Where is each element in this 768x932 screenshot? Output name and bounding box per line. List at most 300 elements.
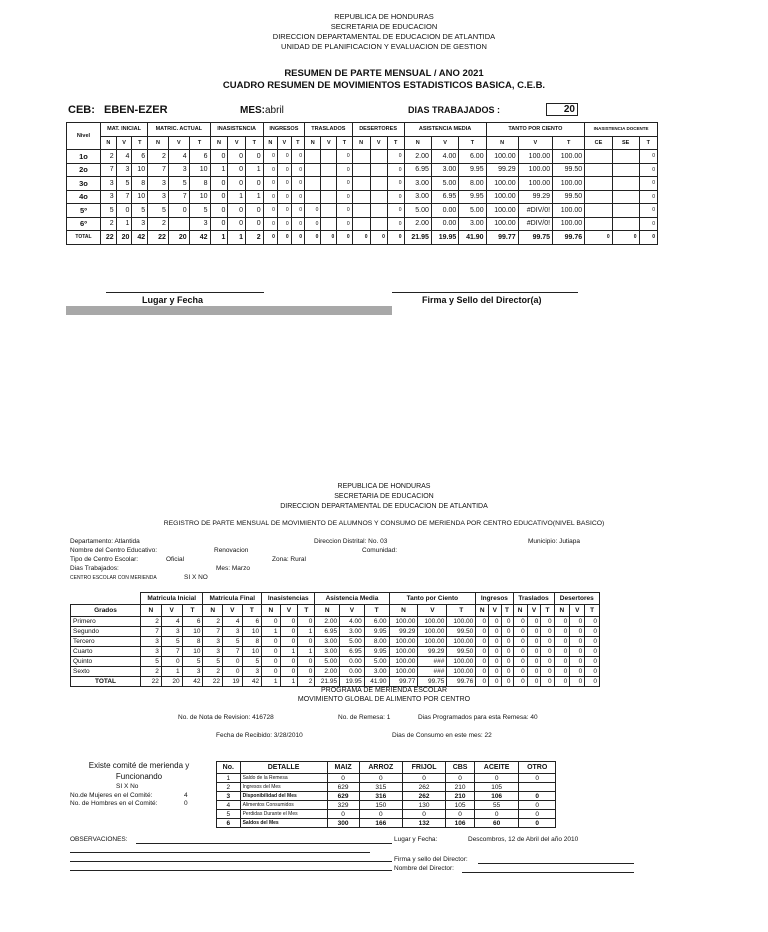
table-cell: 0	[513, 657, 527, 667]
dias-value[interactable]: 20	[546, 103, 578, 116]
table-cell: 100.00	[553, 204, 585, 218]
table-cell: 22	[101, 231, 117, 245]
table-cell: 3	[168, 163, 189, 177]
table-cell: 5.00	[364, 657, 389, 667]
group-header: Matricula Final	[203, 593, 262, 605]
subheader-cell: V	[527, 605, 541, 617]
table-cell: 100.00	[486, 150, 518, 164]
table-cell: 2	[203, 617, 223, 627]
food-cell: 130	[402, 801, 445, 810]
table-row	[67, 163, 658, 177]
table-cell: 0	[280, 617, 298, 627]
table-cell: 0	[337, 204, 352, 218]
table-cell	[612, 217, 639, 231]
top-header	[0, 12, 768, 52]
table-cell: 0	[489, 627, 501, 637]
table-cell: 7	[101, 163, 117, 177]
table-cell: 1	[161, 667, 182, 677]
table-cell: 0	[513, 627, 527, 637]
nivel-header: Nivel	[67, 123, 101, 150]
table-cell: 0	[387, 217, 404, 231]
table-cell: 1	[298, 627, 315, 637]
table-cell: 3	[182, 667, 203, 677]
hombres-value: 0	[184, 800, 188, 807]
food-cell: 0	[402, 774, 445, 783]
table-cell: 100.00	[518, 177, 552, 191]
table-cell: 0	[263, 150, 277, 164]
table-cell: 42	[132, 231, 148, 245]
table-cell	[321, 177, 337, 191]
table-cell: 10	[132, 190, 148, 204]
food-cell: 0	[359, 774, 402, 783]
table-cell: 0	[291, 190, 304, 204]
table-cell: 0	[513, 637, 527, 647]
table-cell: 2.00	[404, 150, 431, 164]
table-cell: 99.75	[518, 231, 552, 245]
table-cell: 0	[246, 204, 264, 218]
food-header: DETALLE	[240, 762, 327, 774]
table-cell: 1	[116, 217, 132, 231]
table-cell: 0	[489, 677, 501, 687]
table-cell: 0	[554, 667, 570, 677]
food-cell: 300	[327, 819, 359, 828]
table-cell: 0	[489, 647, 501, 657]
table-cell: 0	[277, 204, 291, 218]
food-cell: 6	[217, 819, 241, 828]
table-cell: 2	[148, 217, 169, 231]
table-cell: 1	[298, 647, 315, 657]
group-header: ASISTENCIA MEDIA	[404, 123, 486, 137]
tipo-centro-value: Oficial	[166, 556, 185, 563]
observaciones-line[interactable]	[136, 843, 392, 844]
table-cell: 0	[280, 627, 298, 637]
subheader-cell: V	[116, 136, 132, 150]
table-cell: 1	[280, 677, 298, 687]
mes-field	[240, 105, 284, 116]
table-cell: 2	[141, 617, 162, 627]
subheader-cell: V	[228, 136, 246, 150]
table-cell: 99.29	[418, 647, 447, 657]
table-cell: 0	[246, 150, 264, 164]
observaciones-line[interactable]	[70, 852, 370, 853]
table-cell: 0	[246, 177, 264, 191]
direccion-distrital: Direccion Distrital: No. 03	[314, 538, 388, 545]
table-cell: 0	[337, 217, 352, 231]
subheader-cell: V	[280, 605, 298, 617]
table-cell: 0	[263, 177, 277, 191]
table-cell: 0	[263, 231, 277, 245]
nombre-director-line[interactable]	[462, 872, 634, 873]
nivel-cell: 1o	[67, 150, 101, 164]
table-cell	[370, 204, 387, 218]
food-cell	[519, 783, 556, 792]
observaciones-line[interactable]	[70, 861, 392, 862]
table-cell: 0	[387, 204, 404, 218]
table-cell: 0	[527, 637, 541, 647]
table-cell: 1	[210, 163, 228, 177]
subheader-cell: T	[447, 605, 476, 617]
table-cell	[352, 150, 370, 164]
observaciones-line[interactable]	[70, 870, 392, 871]
food-cell: 0	[519, 774, 556, 783]
table-cell: 0	[554, 627, 570, 637]
table-cell: 5	[182, 657, 203, 667]
table-cell: 0	[291, 163, 304, 177]
table-cell: 0	[527, 657, 541, 667]
food-cell: 629	[327, 783, 359, 792]
header-line: SECRETARIA DE EDUCACION	[334, 493, 434, 500]
table-cell: 9.95	[364, 647, 389, 657]
lugar-fecha-value: Descombros, 12 de Abril del año 2010	[468, 836, 579, 843]
table-cell: 0	[541, 657, 554, 667]
table-cell: 100.00	[418, 627, 447, 637]
table-cell: 0	[570, 667, 585, 677]
table-cell: 3.00	[404, 177, 431, 191]
subheader-cell: CE	[585, 136, 613, 150]
nombre-centro-value: Renovacion	[214, 547, 249, 554]
subheader-cell: N	[203, 605, 223, 617]
total-row	[67, 231, 658, 245]
table-cell	[305, 150, 321, 164]
group-header: INASISTENCIA DOCENTE	[585, 123, 658, 137]
table-cell: 5	[101, 204, 117, 218]
table-cell: 0	[262, 667, 280, 677]
group-header: Tanto por Ciento	[389, 593, 476, 605]
header-line: SECRETARIA DE EDUCACION	[330, 22, 438, 31]
table-cell	[612, 204, 639, 218]
table-cell: 100.00	[518, 163, 552, 177]
table-row	[67, 177, 658, 191]
mujeres-label: No.de Mujeres en el Comité:	[70, 792, 153, 799]
table-cell: 19.95	[340, 677, 365, 687]
table-cell: 3.00	[431, 163, 458, 177]
header-row	[67, 123, 658, 137]
table-cell: 7	[116, 190, 132, 204]
table-cell: 0	[541, 617, 554, 627]
table-cell: 6.95	[404, 163, 431, 177]
table-cell: 100.00	[389, 647, 418, 657]
table-cell: 1	[280, 647, 298, 657]
table-cell: 0	[210, 190, 228, 204]
table-cell: 0	[291, 231, 304, 245]
table-cell: 0	[554, 657, 570, 667]
table-cell	[612, 190, 639, 204]
hombres-label: No. de Hombres en el Comité:	[70, 800, 158, 807]
subheader-cell: V	[321, 136, 337, 150]
subheader-cell: T	[541, 605, 554, 617]
nota-revision: No. de Nota de Revision: 416728	[178, 714, 274, 721]
table-cell: 1	[210, 231, 228, 245]
group-header: Desertores	[554, 593, 599, 605]
table-cell	[585, 177, 613, 191]
table-cell	[370, 190, 387, 204]
tipo-centro-label: Tipo de Centro Escolar:	[70, 556, 139, 563]
table-cell: 5	[132, 204, 148, 218]
table-cell: 0	[489, 637, 501, 647]
subheader-cell: N	[389, 605, 418, 617]
subheader-cell: N	[476, 605, 489, 617]
table-cell: 0	[489, 657, 501, 667]
subheader-cell: T	[364, 605, 389, 617]
table-cell: 0	[639, 150, 657, 164]
mes-value: abril	[265, 105, 284, 116]
table-cell: 3	[161, 627, 182, 637]
table-cell: 19	[223, 677, 243, 687]
table-cell: 0	[291, 204, 304, 218]
table-cell: 0	[501, 617, 513, 627]
group-header: INGRESOS	[263, 123, 304, 137]
header-row	[71, 593, 600, 605]
table-cell	[612, 150, 639, 164]
table-row	[67, 150, 658, 164]
table-cell: 0	[277, 231, 291, 245]
nivel-cell: TOTAL	[67, 231, 101, 245]
subheader-cell: T	[501, 605, 513, 617]
table-cell: 0	[387, 190, 404, 204]
lugar-label: Lugar y Fecha	[142, 295, 204, 305]
table-cell: 0	[337, 190, 352, 204]
subheader-cell: V	[418, 605, 447, 617]
table-cell: ###	[418, 667, 447, 677]
subheader-cell: N	[513, 605, 527, 617]
table-cell: 0	[337, 150, 352, 164]
table-cell: 0	[210, 217, 228, 231]
group-header: TRASLADOS	[305, 123, 353, 137]
table-cell: 3.00	[315, 637, 340, 647]
table-cell: 5	[141, 657, 162, 667]
food-header: ARROZ	[359, 762, 402, 774]
food-cell: 106	[446, 819, 475, 828]
table-cell: 0	[277, 150, 291, 164]
table-cell: 0	[223, 657, 243, 667]
table-cell: 0	[210, 177, 228, 191]
food-cell: 2	[217, 783, 241, 792]
table-cell	[305, 177, 321, 191]
table-cell: 0	[541, 627, 554, 637]
table-cell: 100.00	[389, 657, 418, 667]
table-cell: 0	[280, 637, 298, 647]
table-cell: 0	[305, 217, 321, 231]
food-cell: 166	[359, 819, 402, 828]
table-cell: 5	[203, 657, 223, 667]
table-cell: 21.95	[315, 677, 340, 687]
table-cell: 7	[223, 647, 243, 657]
table-cell: 6.95	[315, 627, 340, 637]
table-cell: 0	[476, 637, 489, 647]
subheader-cell: V	[570, 605, 585, 617]
table-cell	[612, 177, 639, 191]
table-cell: 2	[148, 150, 169, 164]
subheader-cell: N	[305, 136, 321, 150]
table-cell: 3.00	[315, 647, 340, 657]
table-cell	[352, 177, 370, 191]
table-cell: 0	[501, 657, 513, 667]
subheader-cell: N	[101, 136, 117, 150]
food-cell: 315	[359, 783, 402, 792]
table-cell: 0	[277, 217, 291, 231]
group-header: Inasistencias	[262, 593, 315, 605]
table-cell: 6	[242, 617, 262, 627]
food-header: MAIZ	[327, 762, 359, 774]
table-cell: 0	[513, 667, 527, 677]
table-cell: 100.00	[518, 150, 552, 164]
table-cell: 0	[527, 647, 541, 657]
table-row	[217, 819, 556, 828]
group-header: Ingresos	[476, 593, 513, 605]
table-row	[67, 204, 658, 218]
food-cell: 629	[327, 792, 359, 801]
table-cell: 9.95	[459, 190, 486, 204]
table-cell: 8	[242, 637, 262, 647]
dias-trabajados: Dias Trabajados:	[70, 565, 119, 572]
table-cell: 99.50	[447, 647, 476, 657]
food-cell: 0	[402, 810, 445, 819]
nivel-cell: 4o	[67, 190, 101, 204]
table-cell: 0	[527, 667, 541, 677]
table-cell: 0	[291, 177, 304, 191]
subheader-cell: N	[210, 136, 228, 150]
table-cell: 3.00	[404, 190, 431, 204]
table-cell: 10	[182, 627, 203, 637]
table-cell: 0	[246, 217, 264, 231]
subheader-cell: T	[189, 136, 210, 150]
table-cell	[321, 217, 337, 231]
table-cell: 20	[161, 677, 182, 687]
food-cell: 150	[359, 801, 402, 810]
table-cell: 0.00	[340, 667, 365, 677]
top-title: RESUMEN DE PARTE MENSUAL / ANO 2021	[284, 68, 484, 79]
subheader-cell: T	[585, 605, 600, 617]
table-cell: 5	[116, 177, 132, 191]
table-cell: 0	[476, 657, 489, 667]
nombre-centro-label: Nombre del Centro Educativo:	[70, 547, 158, 554]
table-cell: 5.00	[431, 177, 458, 191]
table-cell: 0	[570, 637, 585, 647]
subheader-cell: T	[387, 136, 404, 150]
table-cell: 3.00	[459, 217, 486, 231]
table-cell: 0	[321, 231, 337, 245]
table-cell	[168, 217, 189, 231]
subheader-cell: T	[459, 136, 486, 150]
subheader-cell: V	[489, 605, 501, 617]
firma-director-line[interactable]	[478, 863, 634, 864]
food-cell: 316	[359, 792, 402, 801]
table-row	[217, 792, 556, 801]
table-cell: 0	[352, 231, 370, 245]
food-cell: 106	[474, 792, 518, 801]
table-cell: 100.00	[389, 667, 418, 677]
table-cell: 6.95	[431, 190, 458, 204]
table-cell: 0	[541, 677, 554, 687]
table-cell: 3	[141, 647, 162, 657]
table-cell: 0	[585, 647, 600, 657]
table-row	[71, 627, 600, 637]
table-cell	[370, 177, 387, 191]
table-cell: 100.00	[447, 637, 476, 647]
table-cell: 0	[280, 657, 298, 667]
table-cell: 0	[639, 190, 657, 204]
table-row	[217, 801, 556, 810]
table-cell: 8	[189, 177, 210, 191]
table-cell: 10	[189, 163, 210, 177]
table-cell: 20	[168, 231, 189, 245]
table-cell: 1	[228, 231, 246, 245]
table-cell: 5	[161, 637, 182, 647]
table-cell	[612, 163, 639, 177]
group-header: Traslados	[513, 593, 554, 605]
merienda-value: SI X NO	[184, 574, 208, 581]
table-cell: 100.00	[553, 150, 585, 164]
table-cell: 0	[262, 647, 280, 657]
ceb-label: CEB:	[68, 104, 95, 116]
firma-director-label: Firma y sello del Director:	[394, 856, 468, 863]
table-cell: 0	[639, 217, 657, 231]
table-cell: 3	[132, 217, 148, 231]
food-cell: 0	[474, 810, 518, 819]
nivel-cell: 3o	[67, 177, 101, 191]
table-cell: 0	[387, 177, 404, 191]
header-line: REPUBLICA DE HONDURAS	[337, 483, 431, 490]
table-cell: 10	[132, 163, 148, 177]
table-cell: 0	[263, 217, 277, 231]
programa-title: PROGRAMA DE MERIENDA ESCOLAR	[320, 687, 448, 694]
top-subtitle: CUADRO RESUMEN DE MOVIMIENTOS ESTADISTICOS BASICA, C.E.B.	[222, 80, 546, 91]
table-cell	[352, 204, 370, 218]
table-cell: 7	[141, 627, 162, 637]
table-cell: 0	[501, 667, 513, 677]
table-cell: 0	[228, 217, 246, 231]
table-row	[217, 774, 556, 783]
table-cell	[585, 217, 613, 231]
food-cell: 105	[474, 783, 518, 792]
table-cell: 99.29	[389, 627, 418, 637]
grado-cell: Quinto	[71, 657, 141, 667]
mujeres-value: 4	[184, 792, 188, 799]
table-cell: 100.00	[486, 190, 518, 204]
table-cell: 0.00	[431, 204, 458, 218]
table-cell: 1	[246, 190, 264, 204]
subheader-cell: N	[148, 136, 169, 150]
table-cell: 5	[189, 204, 210, 218]
table-cell: 7	[168, 190, 189, 204]
ceb-value: EBEN-EZER	[104, 104, 168, 116]
subheader-cell: N	[352, 136, 370, 150]
dias-programados: Dias Programados para esta Remesa: 40	[418, 714, 538, 721]
subheader-cell: V	[223, 605, 243, 617]
departamento: Departamento: Atlantida	[70, 538, 140, 545]
table-cell: 0	[337, 231, 352, 245]
table-cell: 0	[554, 637, 570, 647]
subheader-cell: N	[404, 136, 431, 150]
table-cell: 0	[305, 204, 321, 218]
table-row	[217, 783, 556, 792]
table-cell	[370, 150, 387, 164]
table-cell: 5.00	[404, 204, 431, 218]
table-cell: 3	[203, 647, 223, 657]
table-cell: 0	[585, 231, 613, 245]
subheader-cell: N	[141, 605, 162, 617]
subheader-cell: T	[246, 136, 264, 150]
table-cell: 0	[570, 647, 585, 657]
table-row	[67, 190, 658, 204]
table-cell: 10	[242, 647, 262, 657]
table-cell: 0	[501, 647, 513, 657]
table-cell: 22	[141, 677, 162, 687]
food-cell: Alimentos Consumidos	[240, 801, 327, 810]
food-cell: 0	[519, 810, 556, 819]
table-cell: 100.00	[486, 177, 518, 191]
food-cell: 132	[402, 819, 445, 828]
